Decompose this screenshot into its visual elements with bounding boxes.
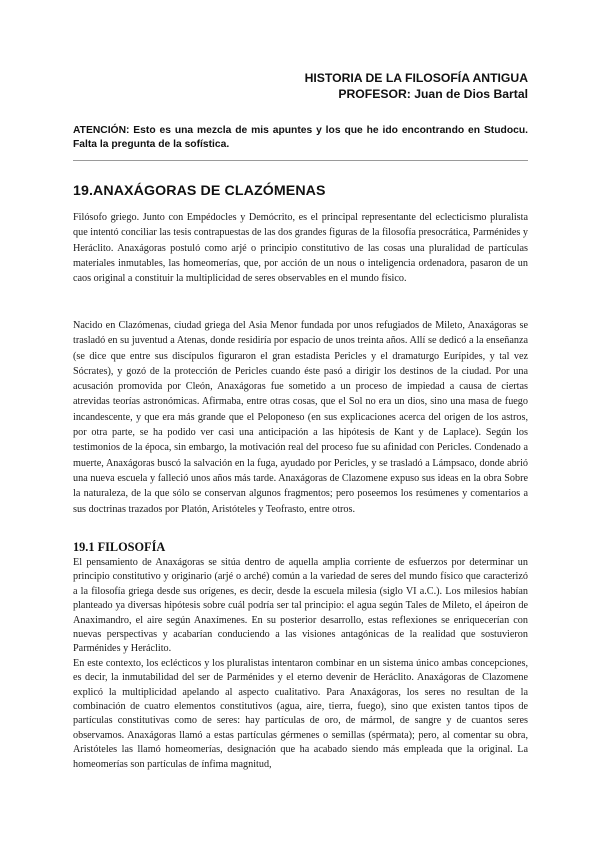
- philosophy-text: [73, 556, 528, 772]
- page-header: [305, 70, 528, 102]
- subsection-title: 19.1 FILOSOFÍA: [73, 540, 166, 554]
- divider: [73, 160, 528, 161]
- professor-name: PROFESOR: Juan de Dios Bartal: [338, 87, 528, 101]
- intro-paragraph: Filósofo griego. Junto con Empédocles y Demócrito, es el principal representante del eclecticismo pluralista que intentó conciliar las tesis contrapuestas de las dos grandes figuras de la filosofía presocrática, Parménides y Heráclito. Anaxágoras postuló como arjé o principio constitutivo de las cosas una pluralidad de partículas materiales inmutables, las homeomerías, que, por acción de un nous o inteligencia ordenadora, pasaron de un caos original a constituir la multiplicidad de seres observables en el mundo físico.: [73, 212, 528, 285]
- philosophy-paragraph-1: El pensamiento de Anaxágoras se sitúa dentro de aquella amplia corriente de esfuerzos por determinar un principio constitutivo y originario (arjé o arché) común a la variedad de seres del mundo físico que caracterizó a la filosofía griega desde sus orígenes, es decir, desde la escuela milesia (siglo VI a.C.). Los milesios habían planteado ya diversas hipótesis sobre cuál podría ser tal principio: el agua según Tales de Mileto, el ápeiron de Anaximandro, el aire según Anaxímenes. En su posterior desarrollo, estas reflexiones se enriquecerían con nuevas perspectivas y acabarían conduciendo a las visiones antagónicas de la realidad que sostuvieron Parménides y Heráclito.: [73, 557, 528, 655]
- course-title: HISTORIA DE LA FILOSOFÍA ANTIGUA: [304, 71, 528, 85]
- section-title: 19.ANAXÁGORAS DE CLAZÓMENAS: [73, 183, 326, 199]
- philosophy-paragraph-2: En este contexto, los eclécticos y los pluralistas intentaron combinar en un sistema único ambas concepciones, es decir, la inmutabilidad del ser de Parménides y el eterno devenir de Heráclito. Anaxágoras de Clazomene explicó la multiplicidad apelando al aspecto cualitativo. Para Anaxágoras, los seres no resultan de la combinación de cuatro elementos constitutivos (agua, aire, tierra, fuego), sino que existen tantos tipos de partículas constitutivas como de seres: hay partículas de oro, de mármol, de sangre y de cuantos seres observamos. Anaxágoras llamó a estas partículas gérmenes o semillas (spérmata); pero, al comentar su obra, Aristóteles las llamó homeomerías, designación que ha acabado siendo más empleada que la original. La homeomerías son partículas de ínfima magnitud,: [73, 657, 528, 770]
- biography-paragraph: Nacido en Clazómenas, ciudad griega del Asia Menor fundada por unos refugiados de Mileto, Anaxágoras se trasladó en su juventud a Atenas, donde residiría por espacio de unos treinta años. Allí se dedicó a la enseñanza (se dice que entre sus discípulos figuraron el gran estadista Pericles y el dramaturgo Eurípides, y tal vez Sócrates), y gozó de la protección de Pericles cuando éste pasó a dirigir los destinos de la ciudad. Por una acusación promovida por Cleón, Anaxágoras fue sometido a un proceso de impiedad a causa de ciertas atrevidas teorías astronómicas. Afirmaba, entre otras cosas, que el Sol no era un dios, sino una masa de fuego incandescente, y que era más grande que el Peloponeso (en sus explicaciones acerca del origen de los astros, por otra parte, se ha podido ver casi una anticipación a las hipótesis de Kant y de Laplace). Según los testimonios de la época, sin embargo, la motivación real del proceso fue su afinidad con Pericles. Condenado a muerte, Anaxágoras buscó la salvación en la fuga, ayudado por Pericles, y se trasladó a Lámpsaco, donde abrió una nueva escuela y falleció unos años más tarde. Anaxágoras de Clazomene expuso sus ideas en la obra Sobre la naturaleza, de la que sólo se conservan algunos fragmentos; pero poseemos los resúmenes y comentarios a sus doctrinas trazados por Platón, Aristóteles y Teofrasto, entre otros.: [73, 320, 528, 515]
- attention-note: ATENCIÓN: Esto es una mezcla de mis apuntes y los que he ido encontrando en Studocu. Falta la pregunta de la sofística.: [73, 125, 528, 150]
